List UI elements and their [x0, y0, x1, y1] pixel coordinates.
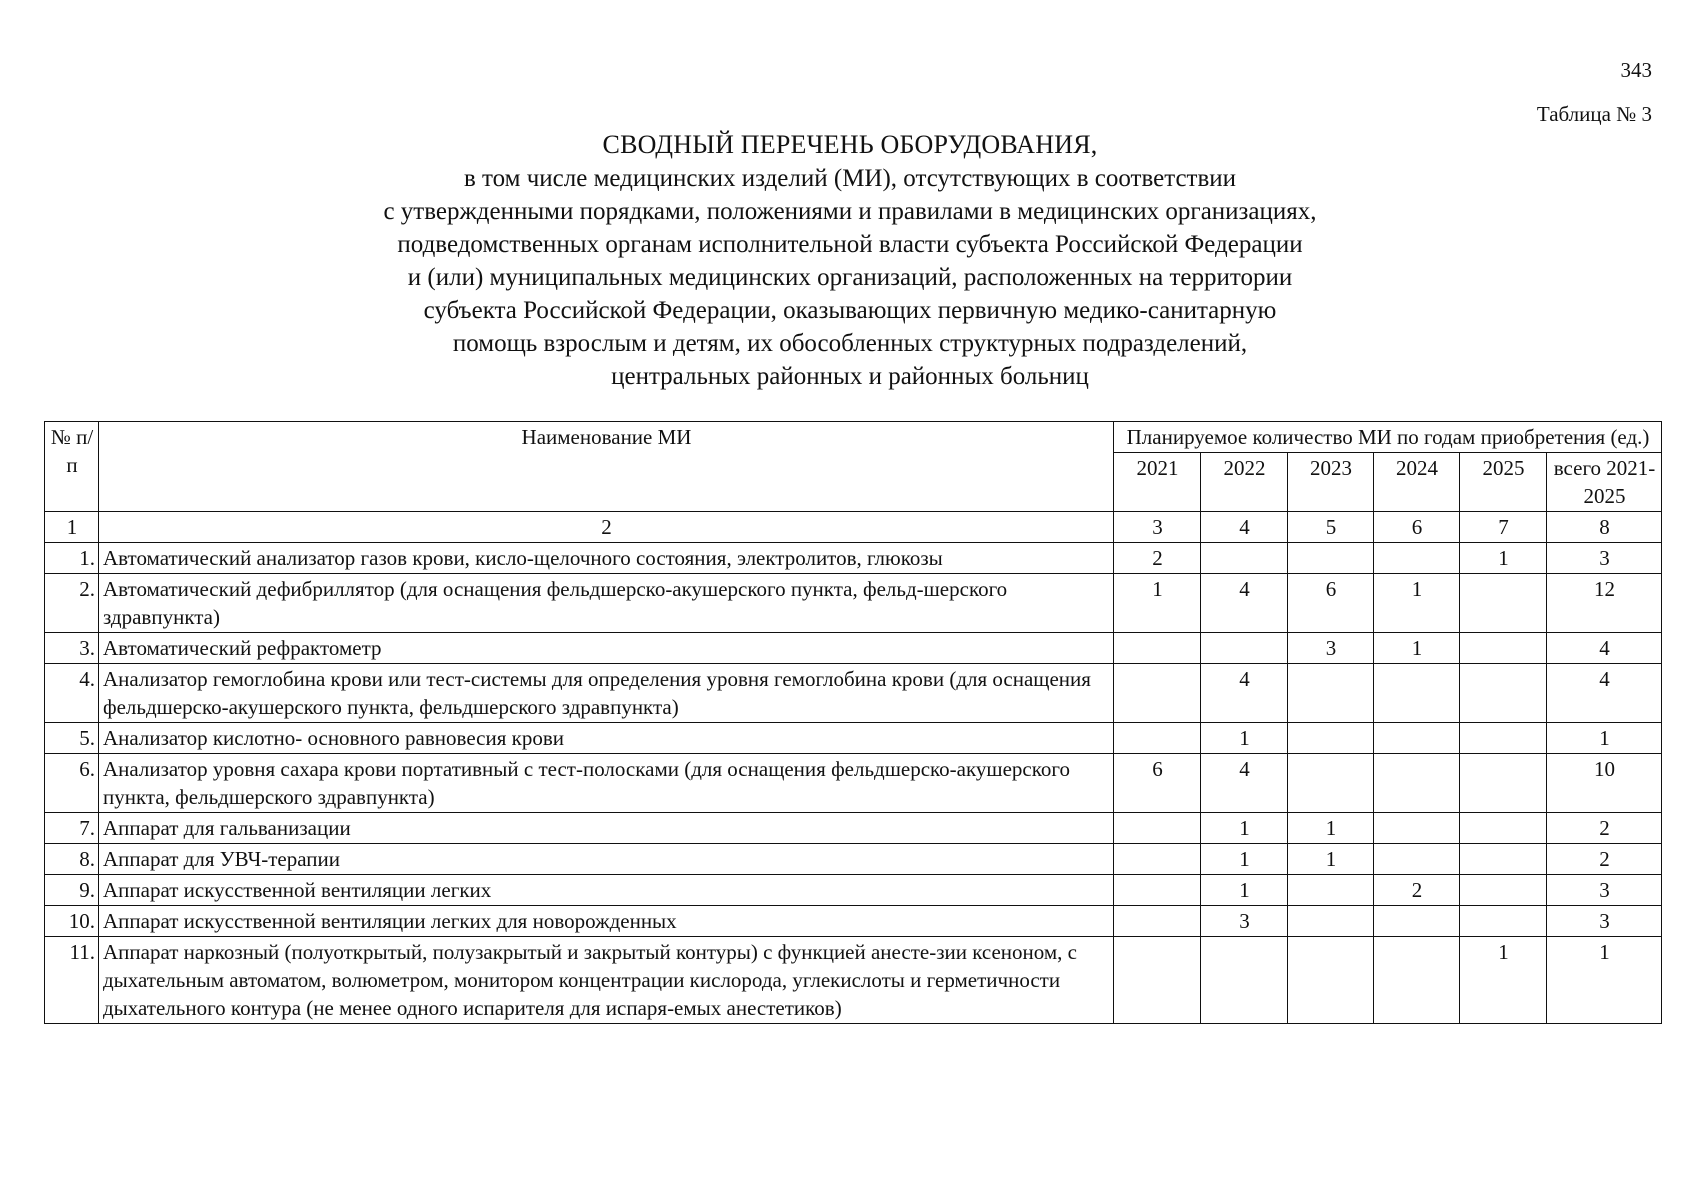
qty-2024: 1 — [1374, 633, 1460, 664]
row-number: 2. — [45, 574, 99, 633]
qty-2023: 1 — [1288, 813, 1374, 844]
qty-2025 — [1460, 813, 1547, 844]
qty-2024 — [1374, 664, 1460, 723]
table-row — [45, 723, 1662, 754]
qty-2021: 2 — [1114, 543, 1201, 574]
qty-2023 — [1288, 937, 1374, 1024]
qty-2021 — [1114, 937, 1201, 1024]
title-line: субъекта Российской Федерации, оказывающих первичную медико-санитарную — [423, 297, 1277, 324]
page-number: 343 — [1620, 58, 1652, 82]
qty-2025 — [1460, 906, 1547, 937]
qty-2022: 4 — [1201, 664, 1288, 723]
header-planned: Планируемое количество МИ по годам приобретения (ед.) — [1114, 422, 1662, 453]
qty-2021: 1 — [1114, 574, 1201, 633]
document-title — [240, 128, 1460, 393]
item-name: Автоматический рефрактометр — [99, 633, 1114, 664]
qty-2024 — [1374, 813, 1460, 844]
qty-2022: 1 — [1201, 723, 1288, 754]
row-number: 11. — [45, 937, 99, 1024]
qty-2022: 1 — [1201, 813, 1288, 844]
qty-2023 — [1288, 664, 1374, 723]
column-number: 7 — [1460, 512, 1547, 543]
item-name: Аппарат для гальванизации — [99, 813, 1114, 844]
table-header — [45, 422, 1662, 543]
column-number: 5 — [1288, 512, 1374, 543]
qty-2022: 3 — [1201, 906, 1288, 937]
header-year: 2025 — [1460, 453, 1547, 512]
item-name: Аппарат искусственной вентиляции легких — [99, 875, 1114, 906]
qty-2023 — [1288, 723, 1374, 754]
column-numbers-row — [45, 512, 1662, 543]
table-row — [45, 633, 1662, 664]
qty-2025 — [1460, 723, 1547, 754]
column-number: 3 — [1114, 512, 1201, 543]
column-number: 4 — [1201, 512, 1288, 543]
row-number: 7. — [45, 813, 99, 844]
title-line: и (или) муниципальных медицинских организаций, расположенных на территории — [407, 264, 1293, 291]
qty-2022: 1 — [1201, 875, 1288, 906]
qty-2021 — [1114, 813, 1201, 844]
qty-2021: 6 — [1114, 754, 1201, 813]
table-row — [45, 664, 1662, 723]
qty-total: 2 — [1547, 813, 1662, 844]
column-number: 1 — [45, 512, 99, 543]
title-line: центральных районных и районных больниц — [611, 363, 1089, 390]
qty-total: 4 — [1547, 633, 1662, 664]
qty-2022 — [1201, 543, 1288, 574]
qty-2025 — [1460, 875, 1547, 906]
qty-total: 12 — [1547, 574, 1662, 633]
qty-2023 — [1288, 875, 1374, 906]
qty-2024 — [1374, 844, 1460, 875]
table-label: Таблица № 3 — [1536, 102, 1652, 126]
qty-2021 — [1114, 875, 1201, 906]
header-total: всего 2021-2025 — [1547, 453, 1662, 512]
qty-2021 — [1114, 723, 1201, 754]
header-name: Наименование МИ — [99, 422, 1114, 512]
row-number: 4. — [45, 664, 99, 723]
qty-2023 — [1288, 543, 1374, 574]
qty-total: 1 — [1547, 937, 1662, 1024]
qty-total: 3 — [1547, 875, 1662, 906]
table-body — [45, 543, 1662, 1024]
qty-2024: 1 — [1374, 574, 1460, 633]
table-row — [45, 574, 1662, 633]
qty-2023: 6 — [1288, 574, 1374, 633]
item-name: Анализатор гемоглобина крови или тест-системы для определения уровня гемоглобина крови (для оснащения фельдшерско-акушерского пункта, фельдшерского здравпункта) — [99, 664, 1114, 723]
qty-2021 — [1114, 844, 1201, 875]
title-line: подведомственных органам исполнительной власти субъекта Российской Федерации — [397, 231, 1303, 258]
qty-2023 — [1288, 906, 1374, 937]
table-row — [45, 754, 1662, 813]
row-number: 3. — [45, 633, 99, 664]
header-year: 2023 — [1288, 453, 1374, 512]
table-row — [45, 937, 1662, 1024]
qty-2024 — [1374, 543, 1460, 574]
qty-2025: 1 — [1460, 543, 1547, 574]
item-name: Аппарат для УВЧ-терапии — [99, 844, 1114, 875]
title-main: СВОДНЫЙ ПЕРЕЧЕНЬ ОБОРУДОВАНИЯ, — [602, 130, 1098, 159]
qty-2022 — [1201, 633, 1288, 664]
qty-total: 4 — [1547, 664, 1662, 723]
header-year: 2024 — [1374, 453, 1460, 512]
row-number: 6. — [45, 754, 99, 813]
qty-2021 — [1114, 633, 1201, 664]
column-number: 2 — [99, 512, 1114, 543]
qty-2025 — [1460, 844, 1547, 875]
qty-2025 — [1460, 664, 1547, 723]
item-name: Автоматический дефибриллятор (для оснащения фельдшерско-акушерского пункта, фельд-шерского здравпункта) — [99, 574, 1114, 633]
qty-total: 3 — [1547, 543, 1662, 574]
qty-2022: 4 — [1201, 574, 1288, 633]
row-number: 10. — [45, 906, 99, 937]
table-row — [45, 875, 1662, 906]
item-name: Анализатор кислотно- основного равновесия крови — [99, 723, 1114, 754]
qty-2025 — [1460, 633, 1547, 664]
qty-2025 — [1460, 754, 1547, 813]
qty-2022 — [1201, 937, 1288, 1024]
row-number: 1. — [45, 543, 99, 574]
row-number: 8. — [45, 844, 99, 875]
table-row — [45, 844, 1662, 875]
header-num: № п/п — [45, 422, 99, 512]
table-row — [45, 813, 1662, 844]
row-number: 5. — [45, 723, 99, 754]
qty-total: 2 — [1547, 844, 1662, 875]
qty-2023: 1 — [1288, 844, 1374, 875]
qty-2024 — [1374, 937, 1460, 1024]
header-year: 2021 — [1114, 453, 1201, 512]
column-number: 8 — [1547, 512, 1662, 543]
qty-total: 10 — [1547, 754, 1662, 813]
table-row — [45, 543, 1662, 574]
qty-2025 — [1460, 574, 1547, 633]
item-name: Автоматический анализатор газов крови, кисло-щелочного состояния, электролитов, глюкозы — [99, 543, 1114, 574]
qty-2022: 1 — [1201, 844, 1288, 875]
equipment-table — [44, 421, 1662, 1024]
qty-total: 3 — [1547, 906, 1662, 937]
qty-2023 — [1288, 754, 1374, 813]
qty-2024 — [1374, 723, 1460, 754]
qty-2025: 1 — [1460, 937, 1547, 1024]
qty-2022: 4 — [1201, 754, 1288, 813]
title-line: помощь взрослым и детям, их обособленных структурных подразделений, — [452, 330, 1248, 357]
qty-2021 — [1114, 664, 1201, 723]
qty-2023: 3 — [1288, 633, 1374, 664]
table-row — [45, 906, 1662, 937]
column-number: 6 — [1374, 512, 1460, 543]
header-year: 2022 — [1201, 453, 1288, 512]
item-name: Анализатор уровня сахара крови портативный с тест-полосками (для оснащения фельдшерско-акушерского пункта, фельдшерского здравпункта) — [99, 754, 1114, 813]
qty-2024: 2 — [1374, 875, 1460, 906]
qty-2024 — [1374, 754, 1460, 813]
row-number: 9. — [45, 875, 99, 906]
title-line: с утвержденными порядками, положениями и правилами в медицинских организациях, — [383, 198, 1317, 225]
item-name: Аппарат наркозный (полуоткрытый, полузакрытый и закрытый контуры) с функцией анесте-зии ксеноном, с дыхательным автоматом, волюметром, монитором концентрации кислорода, углекислоты и герметичности дыхательного контура (не менее одного испарителя для испаря-емых анестетиков) — [99, 937, 1114, 1024]
item-name: Аппарат искусственной вентиляции легких для новорожденных — [99, 906, 1114, 937]
qty-2024 — [1374, 906, 1460, 937]
qty-2021 — [1114, 906, 1201, 937]
title-line: в том числе медицинских изделий (МИ), отсутствующих в соответствии — [463, 165, 1237, 192]
qty-total: 1 — [1547, 723, 1662, 754]
